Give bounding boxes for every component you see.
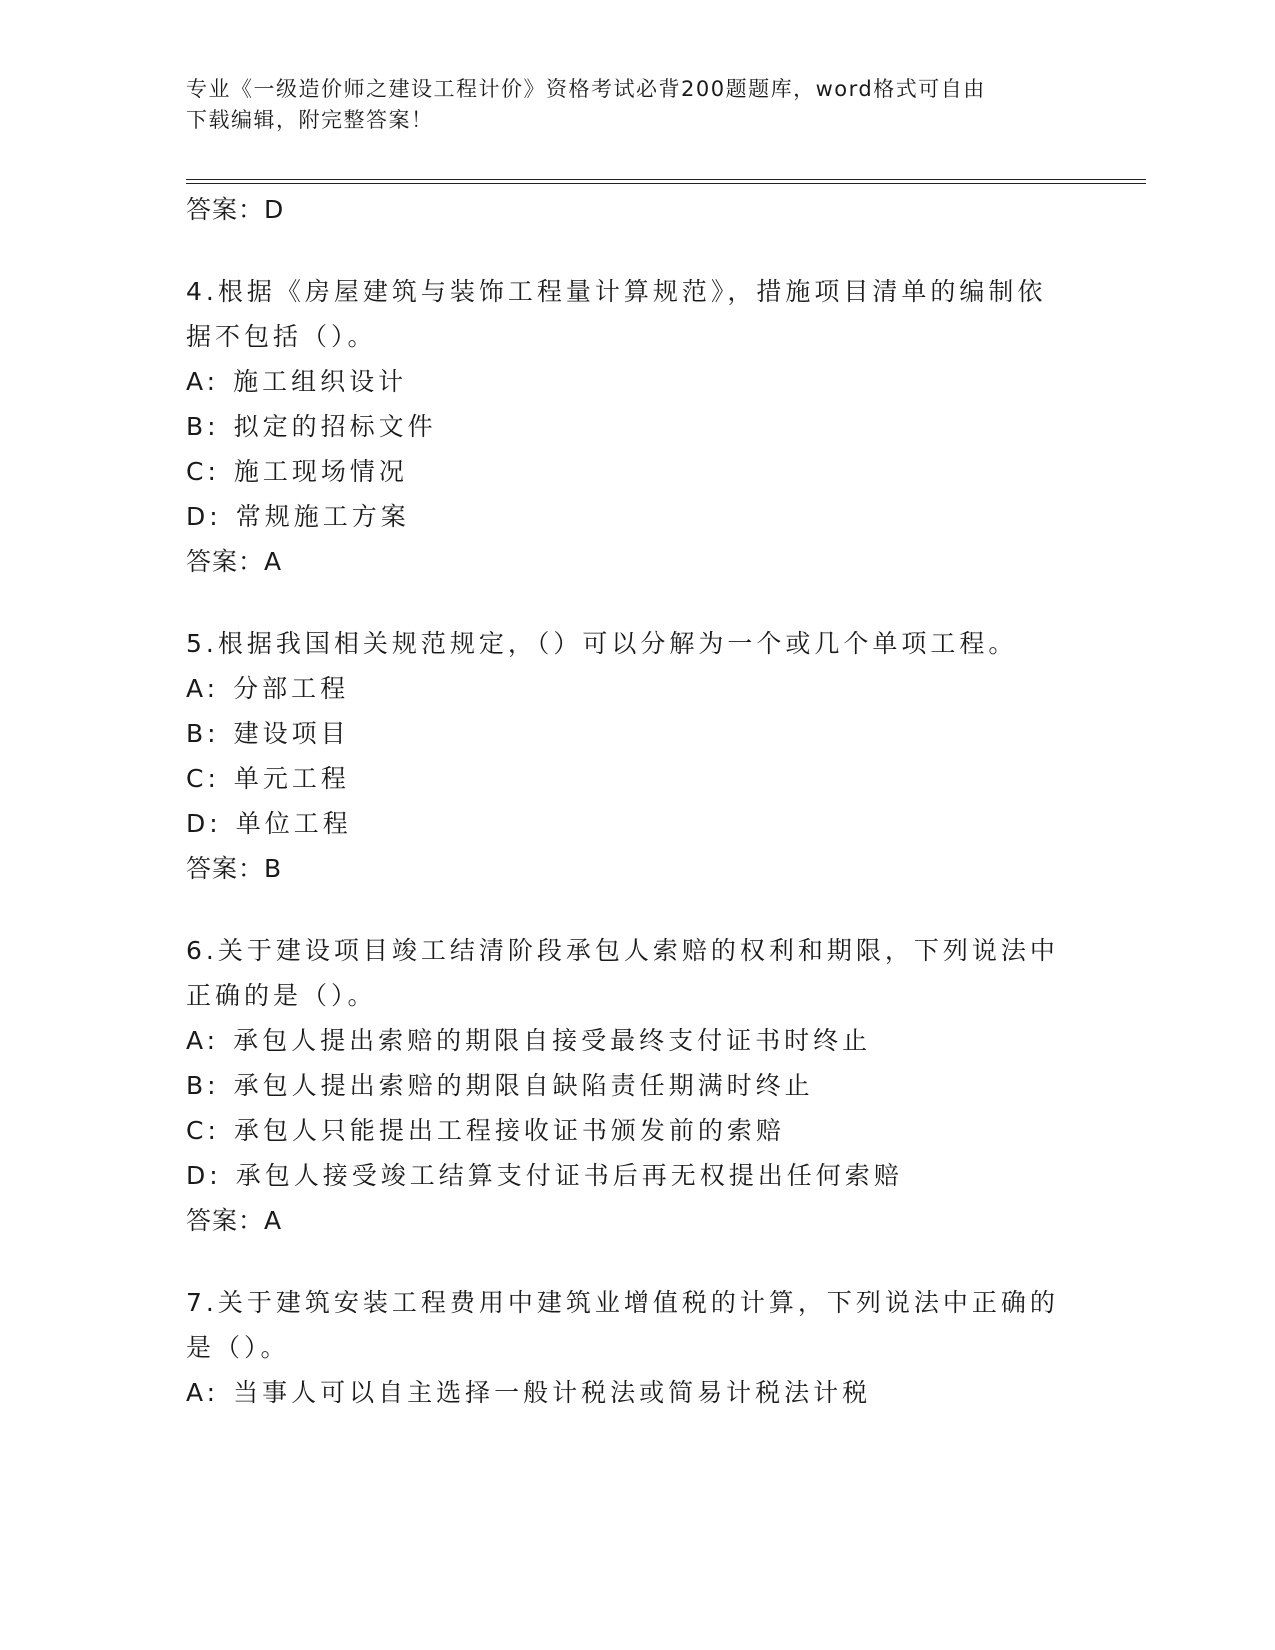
option-label: C:	[186, 1116, 220, 1145]
option-c	[186, 756, 1086, 801]
option-label: B:	[186, 719, 220, 748]
option-b	[186, 404, 1086, 449]
option-text: 拟定的招标文件	[233, 412, 437, 441]
option-c	[186, 1108, 1086, 1153]
question-stem: 4.根据《房屋建筑与装饰工程量计算规范》，措施项目清单的编制依	[186, 277, 1047, 306]
question-list	[186, 187, 1086, 1452]
option-text: 当事人可以自主选择一般计税法或简易计税法计税	[233, 1378, 872, 1407]
previous-answer: 答案：D	[186, 195, 285, 224]
option-a	[186, 1370, 1086, 1415]
question-5	[186, 621, 1086, 891]
question-stem: 正确的是（）。	[186, 981, 377, 1010]
header-divider-top	[186, 179, 1146, 180]
option-text: 常规施工方案	[235, 502, 410, 531]
document-header	[186, 74, 1086, 136]
option-label: B:	[186, 1071, 220, 1100]
option-label: D:	[186, 809, 222, 838]
option-a	[186, 1018, 1086, 1063]
answer: 答案：A	[186, 547, 283, 576]
option-text: 承包人只能提出工程接收证书颁发前的索赔	[233, 1116, 785, 1145]
option-label: A:	[186, 1026, 220, 1055]
header-line-1: 专业《一级造价师之建设工程计价》资格考试必背200题题库，word格式可自由	[186, 77, 986, 101]
question-stem: 据不包括（）。	[186, 322, 377, 351]
answer: 答案：B	[186, 854, 283, 883]
option-c	[186, 449, 1086, 494]
header-line-2: 下载编辑，附完整答案！	[186, 108, 434, 132]
option-d	[186, 1153, 1086, 1198]
question-7	[186, 1280, 1086, 1415]
option-text: 施工现场情况	[233, 457, 408, 486]
option-label: D:	[186, 502, 222, 531]
question-6	[186, 928, 1086, 1243]
document-page	[186, 0, 1146, 1650]
option-d	[186, 801, 1086, 846]
option-text: 单元工程	[233, 764, 350, 793]
question-stem: 7.关于建筑安装工程费用中建筑业增值税的计算，下列说法中正确的	[186, 1288, 1059, 1317]
option-label: A:	[186, 367, 220, 396]
option-a	[186, 359, 1086, 404]
option-text: 单位工程	[235, 809, 352, 838]
option-text: 承包人提出索赔的期限自接受最终支付证书时终止	[233, 1026, 872, 1055]
question-stem: 5.根据我国相关规范规定，（）可以分解为一个或几个单项工程。	[186, 629, 1018, 658]
option-label: C:	[186, 764, 220, 793]
option-text: 承包人接受竣工结算支付证书后再无权提出任何索赔	[235, 1161, 903, 1190]
option-b	[186, 711, 1086, 756]
answer: 答案：A	[186, 1206, 283, 1235]
option-b	[186, 1063, 1086, 1108]
option-text: 分部工程	[233, 674, 350, 703]
question-stem: 是（）。	[186, 1333, 290, 1362]
question-4	[186, 269, 1086, 584]
question-stem: 6.关于建设项目竣工结清阶段承包人索赔的权利和期限，下列说法中	[186, 936, 1059, 965]
option-label: A:	[186, 674, 220, 703]
option-text: 建设项目	[233, 719, 350, 748]
option-text: 承包人提出索赔的期限自缺陷责任期满时终止	[233, 1071, 814, 1100]
option-d	[186, 494, 1086, 539]
option-label: A:	[186, 1378, 220, 1407]
header-divider-bottom	[186, 183, 1146, 184]
option-text: 施工组织设计	[233, 367, 408, 396]
option-label: B:	[186, 412, 220, 441]
option-a	[186, 666, 1086, 711]
option-label: C:	[186, 457, 220, 486]
option-label: D:	[186, 1161, 222, 1190]
